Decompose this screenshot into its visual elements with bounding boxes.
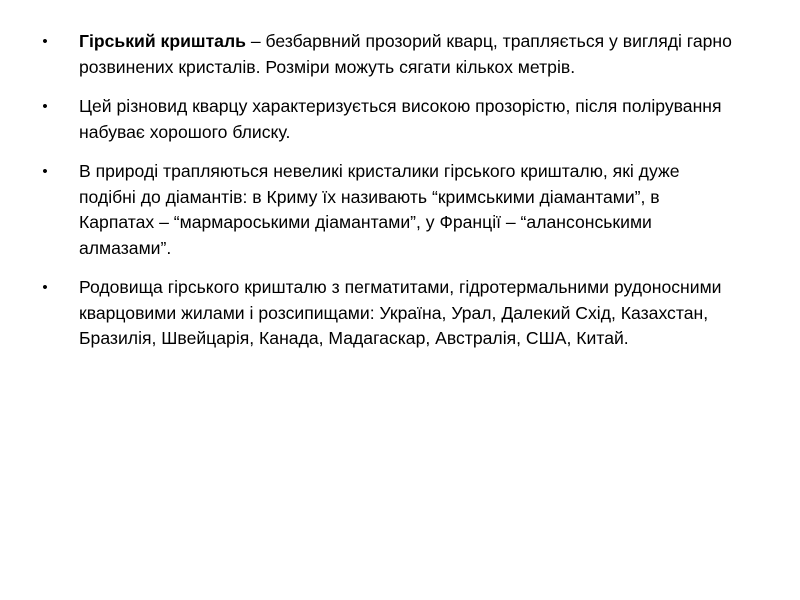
bullet-item-3 [38,159,738,261]
bullet-text: В природі трапляються невеликі кристалики гірського кришталю, які дуже подібні до діамантів: в Криму їх називають “кримськими діамантами”, в Карпатах – “мармароськими діамантами”, у Франції – “алансонськими алмазами”. [79,161,680,258]
bullet-list [38,29,738,352]
bullet-icon: • [42,163,48,180]
bullet-item-1 [38,29,738,80]
bullet-icon: • [42,279,48,296]
bullet-item-2 [38,94,738,145]
bullet-item-4 [38,275,738,352]
bullet-icon: • [42,98,48,115]
bullet-term: Гірський кришталь [79,31,246,51]
bullet-text: – безбарвний прозорий кварц, трапляється у вигляді гарно розвинених кристалів. Розміри можуть сягати кількох метрів. [79,31,732,77]
bullet-text: Цей різновид кварцу характеризується високою прозорістю, після полірування набуває хорошого блиску. [79,96,722,142]
bullet-icon: • [42,33,48,50]
bullet-text: Родовища гірського кришталю з пегматитами, гідротермальними рудоносними кварцовими жилами і розсипищами: Україна, Урал, Далекий Схід, Казахстан, Бразилія, Швейцарія, Канада, Мадагаскар, Австралія, США, Китай. [79,277,722,348]
